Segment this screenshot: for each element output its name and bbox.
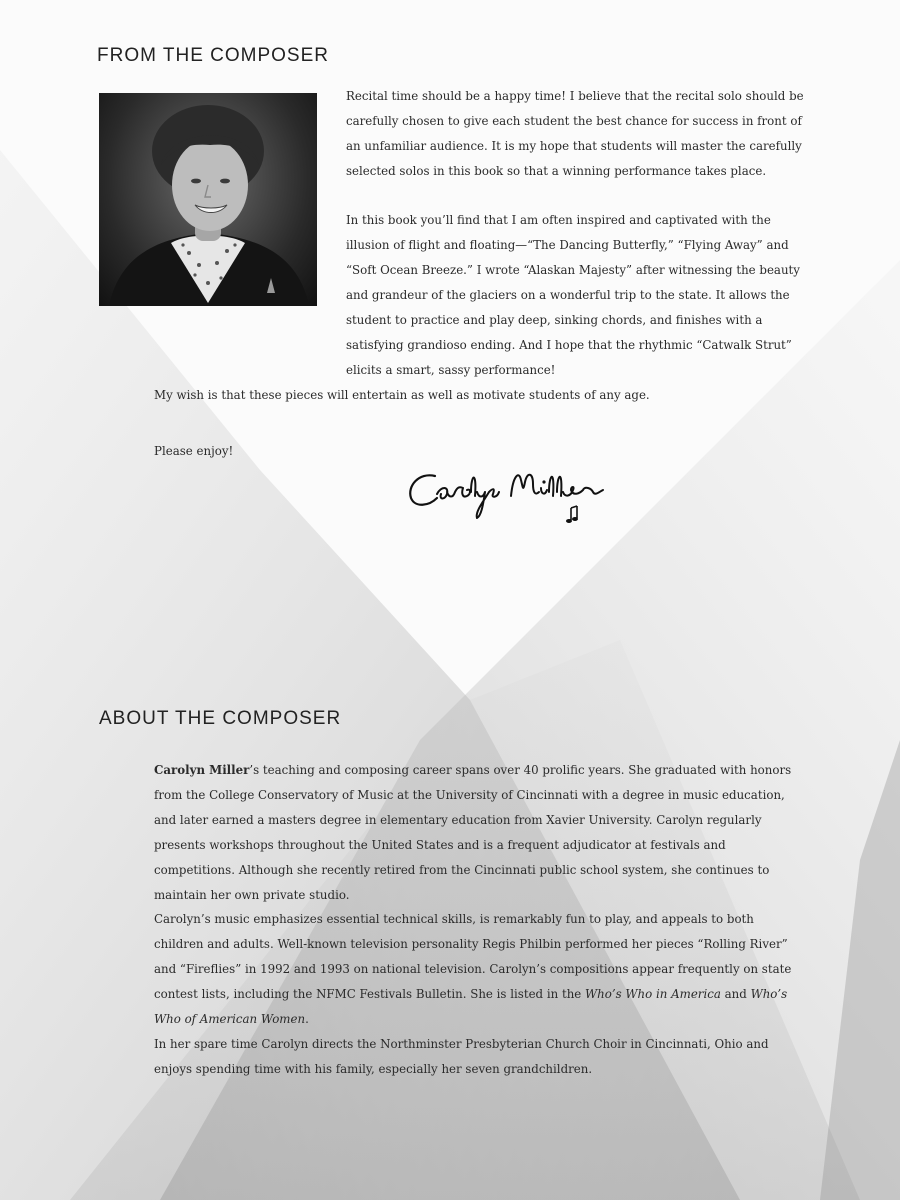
composer-signature [405,462,615,530]
whos-who-america-title: Who’s Who in America [585,987,721,1001]
from-paragraph-2: In this book you’ll find that I am often inspired and captivated with the illusion of flight and floating—“The Dancing Butterfly,” “Flying Away” and “Soft Ocean Breeze.” I wrote “Alaskan Majesty” after witnessing the beauty and grandeur of the glaciers on a wonderful trip to the state. It allows the student to practice and play deep, sinking chords, and finishes with a satisfying grandioso ending. And I hope that the rhythmic “Catwalk Strut” elicits a smart, sassy performance! [346,213,800,377]
composer-portrait-illustration [99,93,317,306]
from-paragraph-1: Recital time should be a happy time! I believe that the recital solo should be carefully chosen to give each student the best chance for success in front of an unfamiliar audience. It is my hope that students will master the carefully selected solos in this book so that a winning performance takes place. [346,89,804,178]
about-composer-heading: ABOUT THE COMPOSER [99,708,342,729]
about-paragraph-2-and: and [720,987,751,1001]
about-paragraph-1 [154,758,806,908]
please-enjoy-text: Please enjoy! [154,444,234,458]
about-paragraph-1-text: ’s teaching and composing career spans over 40 prolific years. She graduated with honors from the College Conservatory of Music at the University of Cincinnati with a degree in music education, and later earned a masters degree in elementary education from Xavier University. Carolyn regularly presents workshops throughout the United States and is a frequent adjudicator at festivals and competitions. Although she recently retired from the Cincinnati public school system, she continues to maintain her own private studio. [154,763,792,902]
about-paragraph-2 [154,907,806,1032]
from-paragraph-3: My wish is that these pieces will entertain as well as motivate students of any age. [154,388,650,402]
composer-name-bold: Carolyn Miller [154,763,250,777]
from-composer-heading: FROM THE COMPOSER [97,45,329,66]
about-paragraph-2-text: Carolyn’s music emphasizes essential technical skills, is remarkably fun to play, and appeals to both children and adults. Well-known television personality Regis Philbin performed her pieces “Rolling River” and “Fireflies” in 1992 and 1993 on national television. Carolyn’s compositions appear frequently on state contest lists, including the NFMC Festivals Bulletin. She is listed in the [154,912,792,1001]
composer-portrait [99,93,317,306]
about-paragraph-3: In her spare time Carolyn directs the Northminster Presbyterian Church Choir in Cincinnati, Ohio and enjoys spending time with his family, especially her seven grandchildren. [154,1037,769,1076]
whos-who-women-title: Who’s Who of American Women [154,987,788,1026]
about-paragraph-2-end: . [305,1012,309,1026]
